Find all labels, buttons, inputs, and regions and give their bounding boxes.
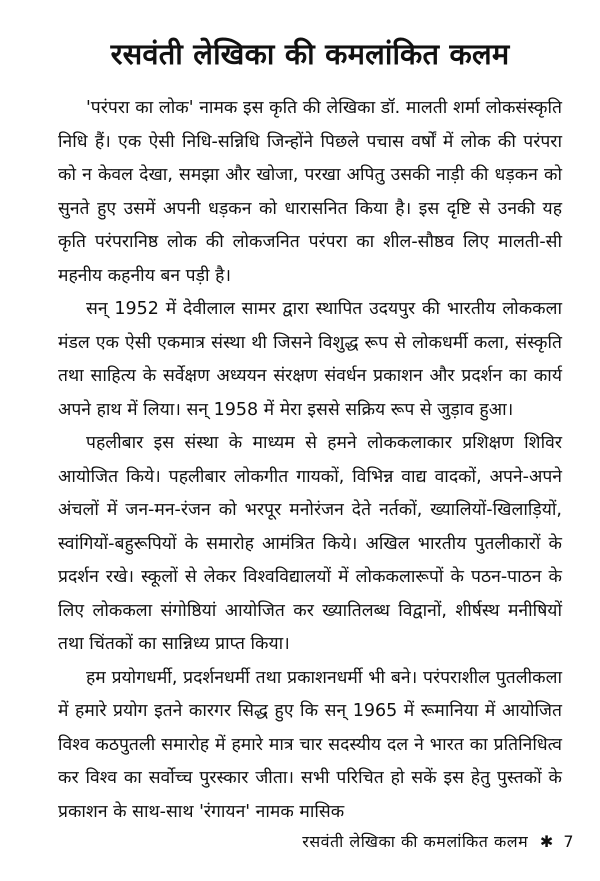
paragraph-3: पहलीबार इस संस्था के माध्यम से हमने लोककलाकार प्रशिक्षण शिविर आयोजित किये। पहलीबार लोकगीत गायकों, विभिन्न वाद्य वादकों, अपने-अपने अंचलों में जन-मन-रंजन को भरपूर मनोरंजन देते नर्तकों, ख्यालियों-खिलाड़ियों, स्वांगियों-बहुरूपियों के समारोह आमंत्रित किये। अखिल भारतीय पुतलीकारों के प्रदर्शन रखे। स्कूलों से लेकर विश्वविद्यालयों में लोककलारूपों के पठन-पाठन के लिए लोककला संगोष्ठियां आयोजित कर ख्यातिलब्ध विद्वानों, शीर्षस्थ मनीषियों तथा चिंतकों का सान्निध्य प्राप्त किया। (58, 433, 562, 654)
paragraph-4: हम प्रयोगधर्मी, प्रदर्शनधर्मी तथा प्रकाशनधर्मी भी बने। परंपराशील पुतलीकला में हमारे प्रयोग इतने कारगर सिद्ध हुए कि सन् 1965 में रूमानिया में आयोजित विश्व कठपुतली समारोह में हमारे मात्र चार सदस्यीय दल ने भारत का प्रतिनिधित्व कर विश्व का सर्वोच्च पुरस्कार जीता। सभी परिचित हो सकें इस हेतु पुस्तकों के प्रकाशन के साथ-साथ 'रंगायन' नामक मासिक (58, 667, 562, 822)
paragraph-1: 'परंपरा का लोक' नामक इस कृति की लेखिका डॉ. मालती शर्मा लोकसंस्कृति निधि हैं। एक ऐसी निधि-सन्निधि जिन्होंने पिछले पचास वर्षों में लोक की परंपरा को न केवल देखा, समझा और खोजा, परखा अपितु उसकी नाड़ी की धड़कन को सुनते हुए उसमें अपनी धड़कन को धारासनित किया है। इस दृष्टि से उनकी यह कृति परंपरानिष्ठ लोक की लोकजनित परंपरा का शील-सौष्ठव लिए मालती-सी महनीय कहनीय बन पड़ी है। (58, 98, 562, 286)
page-footer (0, 830, 574, 854)
chapter-body (58, 92, 562, 829)
paragraph-2: सन् 1952 में देवीलाल सामर द्वारा स्थापित उदयपुर की भारतीय लोककला मंडल एक ऐसी एकमात्र संस्था थी जिसने विशुद्ध रूप से लोकधर्मी कला, संस्कृति तथा साहित्य के सर्वेक्षण अध्ययन संरक्षण संवर्धन प्रकाशन और प्रदर्शन का कार्य अपने हाथ में लिया। सन् 1958 में मेरा इससे सक्रिय रूप से जुड़ाव हुआ। (58, 299, 562, 420)
running-title: रसवंती लेखिका की कमलांकित कलम (302, 832, 529, 851)
chapter-title: रसवंती लेखिका की कमलांकित कलम (110, 37, 510, 71)
star-ornament-icon: ✱ (539, 832, 554, 851)
page-number: 7 (563, 832, 574, 851)
